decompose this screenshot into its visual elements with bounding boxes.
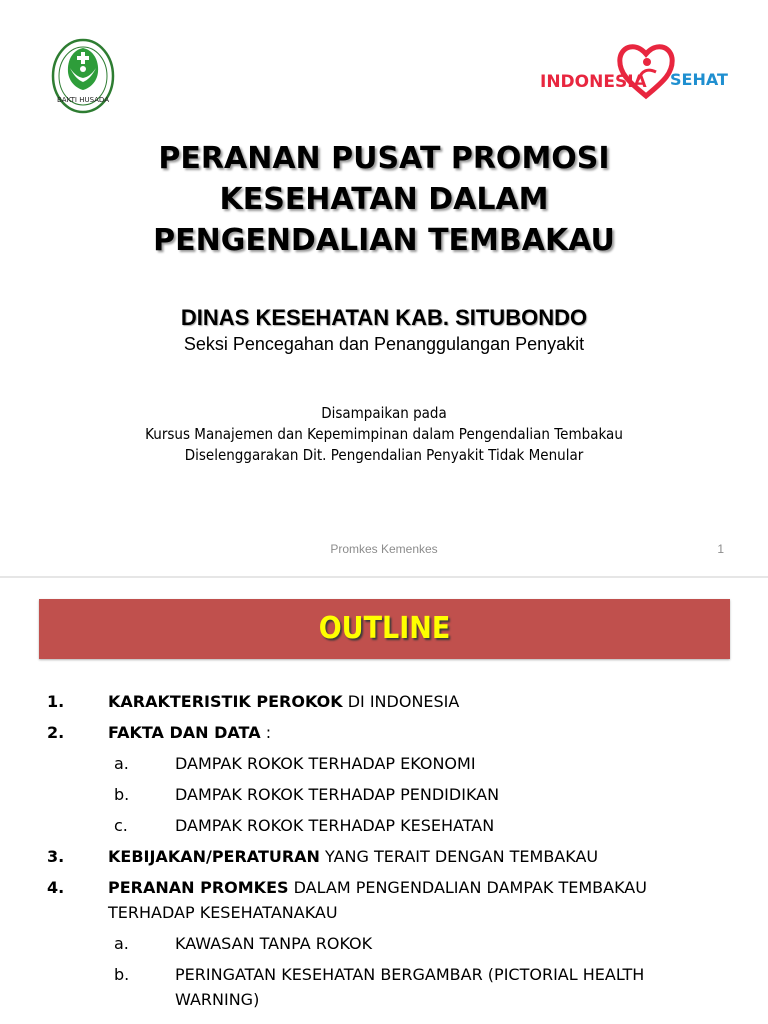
subitem-text: PERINGATAN KESEHATAN BERGAMBAR (PICTORIAL HEALTH [175, 965, 645, 984]
department-name: Seksi Pencegahan dan Penanggulangan Penyakit [183, 334, 585, 354]
item-number: 2. [47, 723, 65, 742]
bakti-husada-logo [48, 36, 118, 116]
delivered-line: Diselenggarakan Dit. Pengendalian Penyakit Tidak Menular [184, 446, 584, 464]
item-text: KEBIJAKAN/PERATURAN YANG TERAIT DENGAN TEMBAKAU [108, 847, 599, 866]
logo-word-sehat: SEHAT [670, 70, 728, 89]
item-number: 4. [47, 878, 65, 897]
item-text: FAKTA DAN DATA : [108, 723, 272, 742]
subitem-text-cont: WARNING) [175, 990, 260, 1009]
title-line: PENGENDALIAN TEMBAKAU [153, 223, 615, 258]
logo-word-indonesia: INDONESIA [540, 72, 647, 92]
subitem-text: DAMPAK ROKOK TERHADAP PENDIDIKAN [175, 785, 500, 804]
subitem-letter: b. [114, 785, 130, 804]
delivered-line: Kursus Manajemen dan Kepemimpinan dalam Pengendalian Tembakau [145, 425, 623, 443]
outline-slide [0, 578, 768, 1024]
subitem-text: DAMPAK ROKOK TERHADAP EKONOMI [175, 754, 476, 773]
organization-name: DINAS KESEHATAN KAB. SITUBONDO [180, 305, 588, 330]
subitem-letter: a. [114, 934, 129, 953]
outline-banner [39, 599, 730, 659]
outline-title: OUTLINE [318, 611, 451, 646]
title-line: KESEHATAN DALAM [219, 182, 549, 217]
logo-left-text: BAKTI HUSADA [56, 96, 110, 104]
item-text: KARAKTERISTIK PEROKOK DI INDONESIA [108, 692, 460, 711]
item-number: 3. [47, 847, 65, 866]
indonesia-sehat-logo [530, 40, 726, 106]
slide-footer: Promkes Kemenkes [330, 542, 438, 556]
subitem-letter: b. [114, 965, 130, 984]
subitem-letter: c. [114, 816, 128, 835]
heart-icon [614, 40, 678, 102]
subitem-text: KAWASAN TANPA ROKOK [175, 934, 373, 953]
delivered-info [74, 403, 693, 466]
item-text-cont: TERHADAP KESEHATANAKAU [108, 903, 338, 922]
page-number: 1 [717, 542, 724, 556]
slide-title [60, 138, 708, 261]
subitem-letter: a. [114, 754, 129, 773]
item-number: 1. [47, 692, 65, 711]
title-line: PERANAN PUSAT PROMOSI [158, 141, 610, 176]
item-text: PERANAN PROMKES DALAM PENGENDALIAN DAMPAK TEMBAKAU [108, 878, 647, 897]
subitem-text: DAMPAK ROKOK TERHADAP KESEHATAN [175, 816, 495, 835]
delivered-line: Disampaikan pada [321, 404, 447, 422]
